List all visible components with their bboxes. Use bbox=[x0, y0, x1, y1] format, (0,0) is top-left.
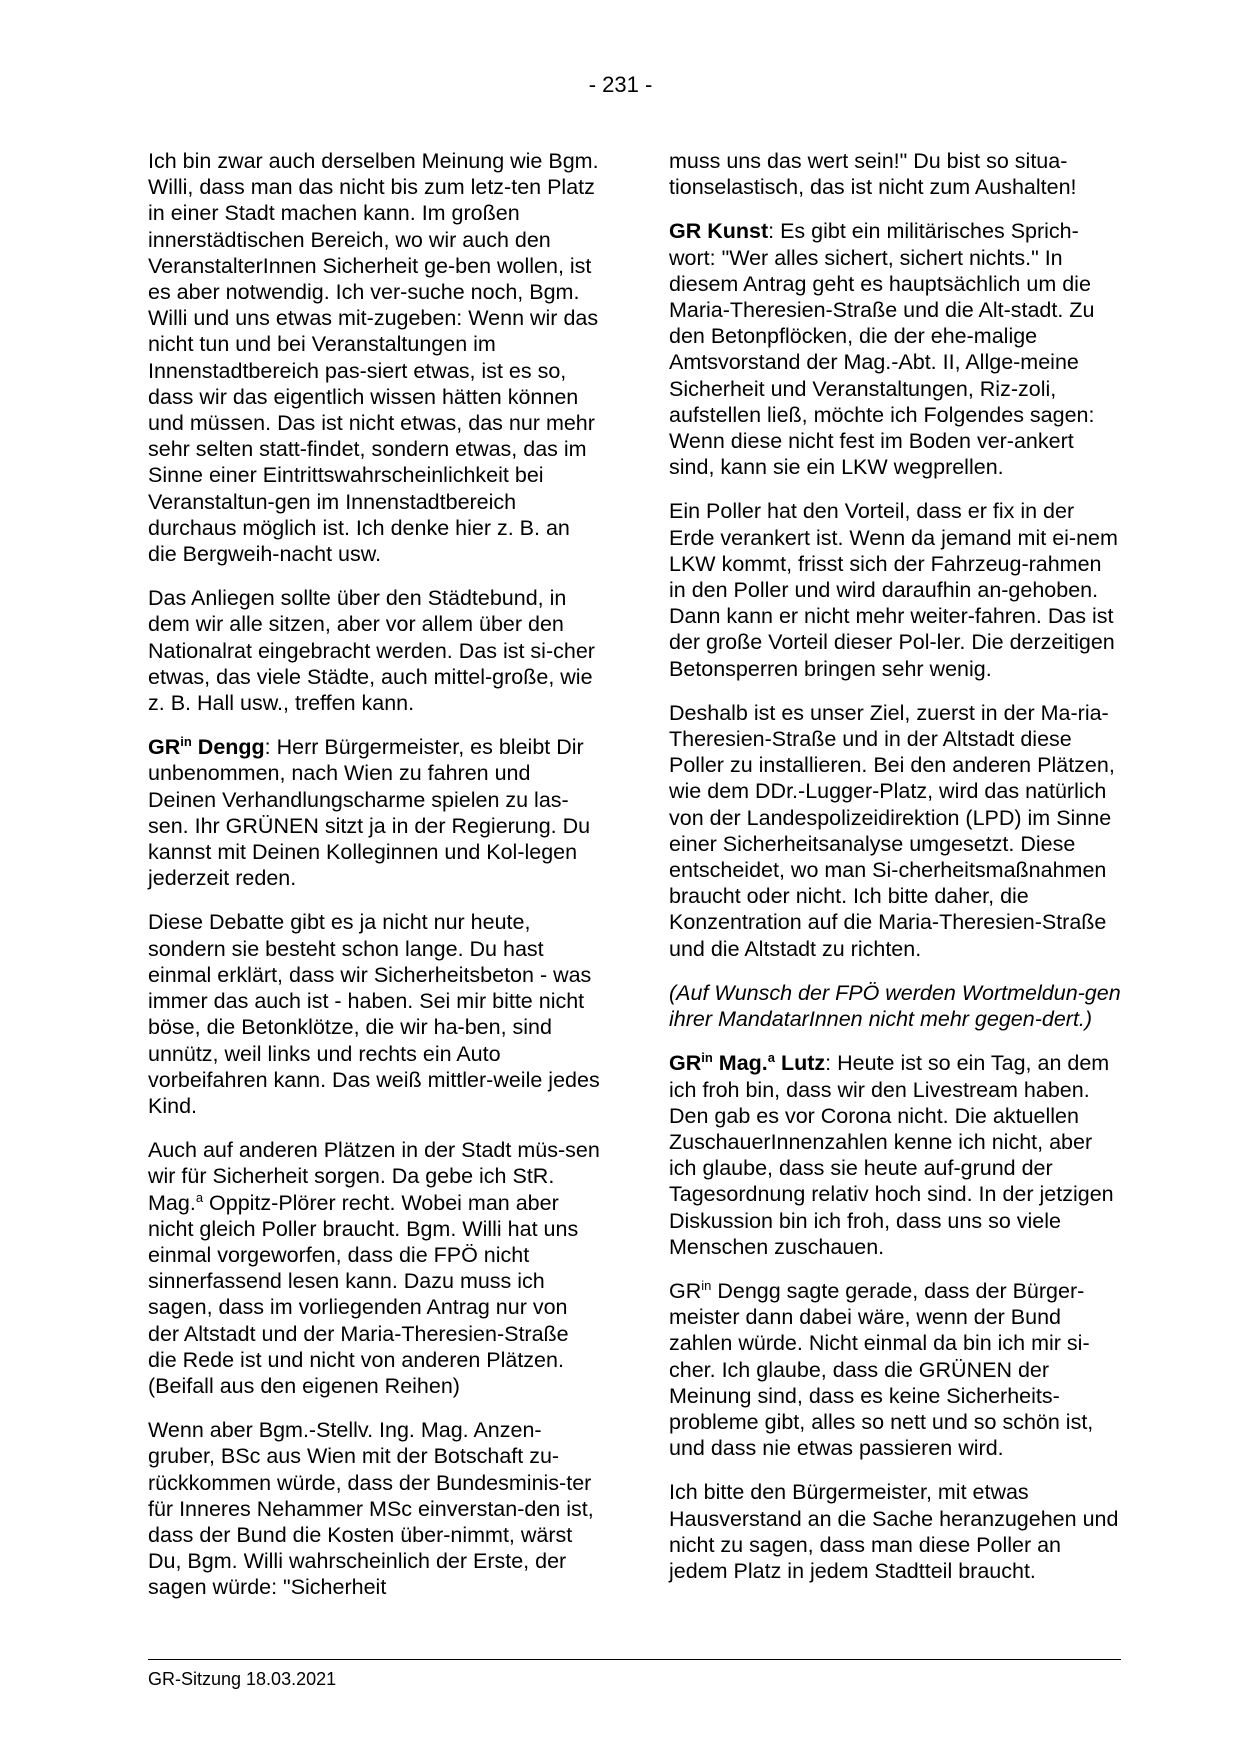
paragraph: Deshalb ist es unser Ziel, zuerst in der Ma-ria-Theresien-Straße und in der Altstadt diese Poller zu installieren. Bei den anderen Plätzen, wie dem DDr.-Lugger-Platz, wird das natürlich von der Landespolizeidirektion (LPD) im Sinne einer Sicherheitsanalyse umgesetzt. Diese entscheidet, wo man Si-cherheitsmaßnahmen braucht oder nicht. Ich bitte daher, die Konzentration auf die Maria-Theresien-Straße und die Altstadt zu richten. bbox=[669, 700, 1115, 961]
paragraph: Das Anliegen sollte über den Städtebund, in dem wir alle sitzen, aber vor allem über den Nationalrat eingebracht werden. Das ist si-cher etwas, das viele Städte, auch mittel-große, wie z. B. Hall usw., treffen kann. bbox=[148, 586, 595, 716]
editorial-note: (Auf Wunsch der FPÖ werden Wortmeldun-gen ihrer MandatarInnen nicht mehr gegen-dert.) bbox=[669, 980, 1121, 1032]
paragraph: Wenn aber Bgm.-Stellv. Ing. Mag. Anzen-gruber, BSc aus Wien mit der Botschaft zu-rückkommen würde, dass der Bundesminis-ter für Inneres Nehammer MSc einverstan-den ist, dass der Bund die Kosten über-nimmt, wärst Du, Bgm. Willi wahrscheinlich der Erste, der sagen würde: "Sicherheit bbox=[148, 1418, 594, 1600]
speaker-name: GR Kunst bbox=[669, 219, 769, 244]
paragraph: $GR^{in}$ Dengg sagte gerade, dass der Bürger-meister dann dabei wäre, wenn der Bund zahlen würde. Nicht einmal da bin ich mir si-cher. Ich glaube, dass die GRÜNEN der Meinung sind, dass es keine Sicherheits-probleme gibt, alles so nett und so schön ist, und dass nie etwas passieren wird. bbox=[669, 1277, 1094, 1461]
speaker-name: $GR^{in}$ Mag.$^a$ Lutz bbox=[669, 1050, 826, 1076]
speaker-name: $GR^{in}$ Dengg bbox=[148, 734, 265, 760]
paragraph: Diese Debatte gibt es ja nicht nur heute, sondern sie besteht schon lange. Du hast einmal erklärt, dass wir Sicherheitsbeton - was immer das auch ist - haben. Sei mir bitte nicht böse, die Betonklötze, die wir ha-ben, sind unnütz, weil links und rechts ein Auto vorbeifahren kann. Das weiß mittler-weile jedes Kind. bbox=[148, 910, 600, 1118]
speaker-paragraph bbox=[669, 218, 1121, 480]
speaker-paragraph bbox=[669, 1050, 1121, 1260]
footer-divider bbox=[148, 1659, 1121, 1660]
paragraph: Ich bitte den Bürgermeister, mit etwas Hausverstand an die Sache heranzugehen und nicht zu sagen, dass man diese Poller an jedem Platz in jedem Stadtteil braucht. bbox=[669, 1480, 1119, 1583]
speech-text: : Heute ist so ein Tag, an dem ich froh bin, dass wir den Livestream haben. Den gab es vor Corona nicht. Die aktuellen ZuschauerInnenzahlen kenne ich nicht, aber ich glaube, dass sie heute auf-grund der Tagesordnung relativ hoch sind. In der jetzigen Diskussion bin ich froh, dass uns so viele Menschen zuschauen. bbox=[669, 1051, 1114, 1259]
speech-text: : Herr Bürgermeister, es bleibt Dir unbenommen, nach Wien zu fahren und Deinen Verhandlungscharme spielen zu las-sen. Ihr GRÜNEN sitzt ja in der Regierung. Du kannst mit Deinen Kolleginnen und Kol-legen jederzeit reden. bbox=[148, 735, 591, 891]
paragraph: Auch auf anderen Plätzen in der Stadt müs-sen wir für Sicherheit sorgen. Da gebe ich StR. Mag.$^a$ Oppitz-Plörer recht. Wobei man aber nicht gleich Poller braucht. Bgm. Willi hat uns einmal vorgeworfen, dass die FPÖ nicht sinnerfassend lesen kann. Dazu muss ich sagen, dass im vorliegenden Antrag nur von der Altstadt und der Maria-Theresien-Straße die Rede ist und nicht von anderen Plätzen. (Beifall aus den eigenen Reihen) bbox=[148, 1138, 600, 1398]
left-column bbox=[148, 148, 600, 1601]
page-number: - 231 - bbox=[588, 72, 653, 97]
right-column bbox=[669, 148, 1121, 1584]
footer-session-date: GR-Sitzung 18.03.2021 bbox=[148, 1669, 337, 1689]
paragraph: Ein Poller hat den Vorteil, dass er fix in der Erde verankert ist. Wenn da jemand mit ei-nem LKW kommt, frisst sich der Fahrzeug-rahmen in den Poller und wird daraufhin an-gehoben. Dann kann er nicht mehr weiter-fahren. Das ist der große Vorteil dieser Pol-ler. Die derzeitigen Betonsperren bringen sehr wenig. bbox=[669, 499, 1118, 681]
paragraph: Ich bin zwar auch derselben Meinung wie Bgm. Willi, dass man das nicht bis zum letz-ten Platz in einer Stadt machen kann. Im großen innerstädtischen Bereich, wo wir auch den VeranstalterInnen Sicherheit ge-ben wollen, ist es aber notwendig. Ich ver-suche noch, Bgm. Willi und uns etwas mit-zugeben: Wenn wir das nicht tun und bei Veranstaltungen im Innenstadtbereich pas-siert etwas, ist es so, dass wir das eigentlich wissen hätten können und müssen. Das ist nicht etwas, das nur mehr sehr selten statt-findet, sondern etwas, das im Sinne einer Eintrittswahrscheinlichkeit bei Veranstaltun-gen im Innenstadtbereich durchaus möglich ist. Ich denke hier z. B. an die Bergweih-nacht usw. bbox=[148, 149, 599, 567]
speech-text: : Es gibt ein militärisches Sprich-wort: "Wer alles sichert, sichert nichts." In diesem Antrag geht es hauptsächlich um die Maria-Theresien-Straße und die Alt-stadt. Zu den Betonpflöcken, die der ehe-malige Amtsvorstand der Mag.-Abt. II, Allge-meine Sicherheit und Veranstaltungen, Riz-zoli, aufstellen ließ, möchte ich Folgendes sagen: Wenn diese nicht fest im Boden ver-ankert sind, kann sie ein LKW wegprellen. bbox=[669, 219, 1095, 480]
paragraph: muss uns das wert sein!" Du bist so situa-tionselastisch, das ist nicht zum Aushalten! bbox=[669, 149, 1077, 200]
speaker-paragraph bbox=[148, 734, 600, 891]
